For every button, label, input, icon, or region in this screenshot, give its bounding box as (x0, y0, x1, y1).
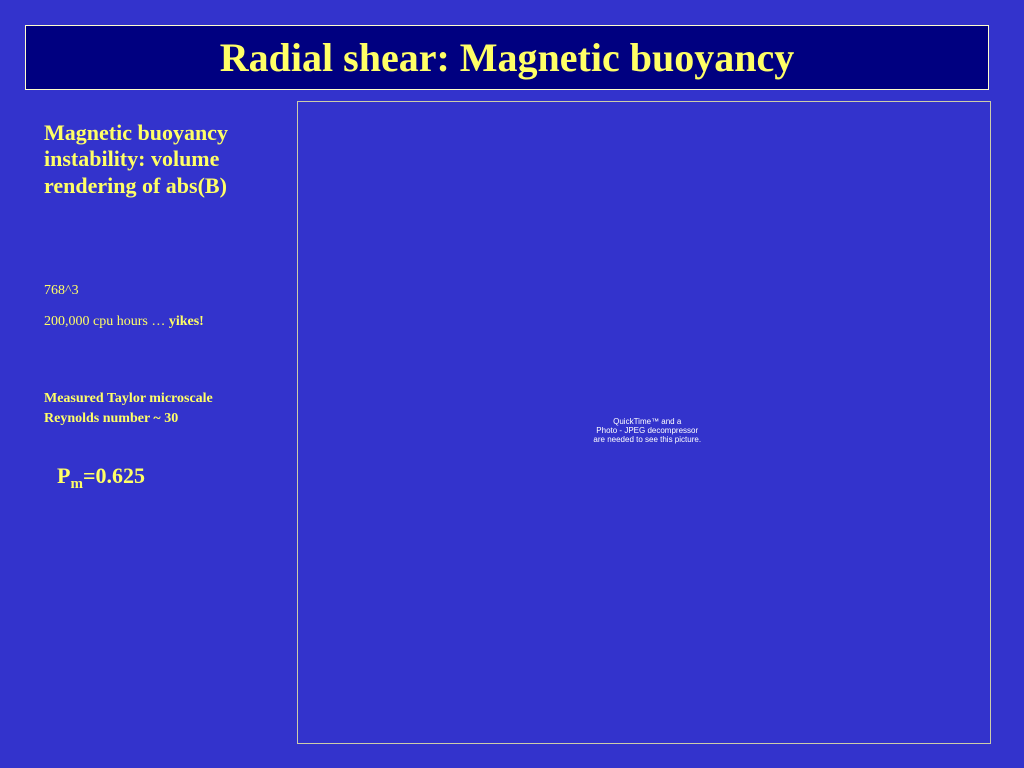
movie-frame[interactable] (297, 101, 991, 744)
cpu-hours-emphasis: yikes! (168, 314, 204, 329)
prandtl-number (57, 463, 145, 493)
pm-value: =0.625 (82, 463, 145, 488)
title-banner (25, 25, 989, 90)
placeholder-line-3: are needed to see this picture. (593, 435, 702, 445)
taylor-line-2: Reynolds number ~ 30 (44, 411, 179, 427)
heading-line-3: rendering of abs(B) (44, 172, 227, 198)
placeholder-line-1: QuickTime™ and a (613, 417, 682, 426)
description-heading (44, 120, 294, 199)
placeholder-line-2: Photo - JPEG decompressor (596, 426, 699, 436)
taylor-microscale-text (44, 389, 213, 430)
heading-line-2: instability: volume (44, 146, 220, 172)
left-text-column (44, 120, 294, 492)
quicktime-placeholder (593, 417, 701, 445)
taylor-line-1: Measured Taylor microscale (44, 391, 213, 406)
slide-title: Radial shear: Magnetic buoyancy (219, 34, 795, 80)
resolution-text: 768^3 (44, 283, 79, 298)
pm-subscript: m (70, 476, 83, 492)
heading-line-1: Magnetic buoyancy (44, 120, 228, 145)
cpu-hours-value: 200,000 cpu hours … (44, 314, 169, 329)
cpu-hours-text (44, 314, 204, 331)
pm-symbol: P (57, 463, 71, 488)
